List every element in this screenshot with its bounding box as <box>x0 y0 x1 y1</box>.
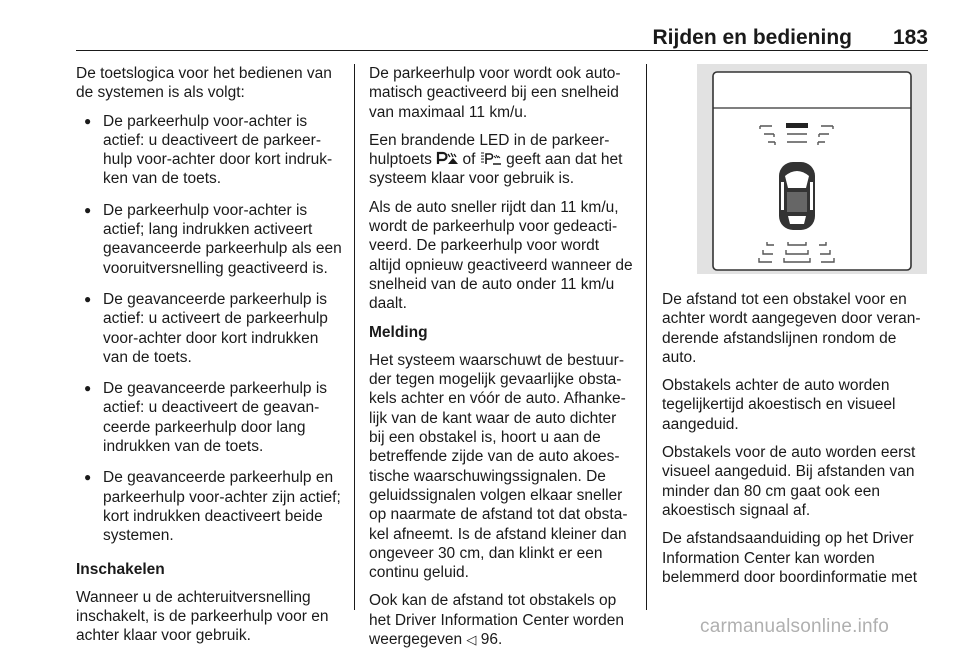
paragraph: De afstand tot een obstakel voor en achter wordt aangegeven door veranderende afstandslijnen rondom de auto. <box>662 291 921 366</box>
paragraph-reference: Ook kan de afstand tot obstakels op het Driver Information Center worden weergegeven ◁ 96. <box>369 592 625 649</box>
paragraph: Obstakels voor de auto worden eerst visueel aangeduid. Bij afstanden van minder dan 80 cm gaat ook een akoestisch signaal af. <box>662 444 916 519</box>
paragraph: De afstandsaanduiding op het Driver Information Center kan worden belemmerd door boordinformatie met <box>662 530 918 586</box>
list-item: ● De parkeerhulp voor-achter is actief; lang indrukken activeert geavanceerde parkeerhulp als een vooruitversnelling geactiveerd is. <box>76 201 342 278</box>
list-item: ● De geavanceerde parkeerhulp is actief: u deactiveert de geavanceerde parkeerhulp door lang indrukken van de toets. <box>76 379 342 456</box>
parking-assist-display-icon <box>697 64 927 274</box>
paragraph: De parkeerhulp voor wordt ook automatisch geactiveerd bij een snelheid van maximaal 11 km/u. <box>369 65 621 121</box>
parking-assist-display-figure <box>697 64 927 274</box>
paragraph: Het systeem waarschuwt de bestuurder tegen mogelijk gevaarlijke obstakels achter en vóór de auto. Afhankelijk van de kant waar de auto dichter bij een obstakel is, hoort u aan de betreffende zijde van de auto akoestische waarschuwingssignalen. De geluidssignalen volgen elkaar sneller op naarmate de afstand tot dat obstakel afneemt. Is de afstand kleiner dan ongeveer 30 cm, dan klinkt er een continu geluid. <box>369 351 628 582</box>
list-item: ● De geavanceerde parkeerhulp en parkeerhulp voor-achter zijn actief; kort indrukken deactiveert beide systemen. <box>76 468 342 545</box>
page-number: 183 <box>892 26 928 49</box>
page-ref-arrow-icon: ◁ <box>466 632 477 648</box>
column-1 <box>76 64 342 655</box>
list-item: ● De geavanceerde parkeerhulp is actief: u activeert de parkeerhulp voor-achter door kort indrukken van de toets. <box>76 290 342 367</box>
paragraph-led: Een brandende LED in de parkeerhulptoets of geeft aan dat het systeem klaar voor gebruik is. <box>369 131 623 188</box>
section-title: Rijden en bediening <box>652 26 852 49</box>
column-divider-right <box>646 64 647 610</box>
paragraph: Obstakels achter de auto worden tegelijkertijd akoestisch en visueel aangeduid. <box>662 377 896 433</box>
column-2 <box>369 64 633 658</box>
paragraph: Als de auto sneller rijdt dan 11 km/u, wordt de parkeerhulp voor gedeactiveerd. De parkeerhulp voor wordt altijd opnieuw geactiveerd wanneer de snelheid van de auto onder 11 km/u daalt. <box>369 198 633 313</box>
section-heading-melding: Melding <box>369 323 428 341</box>
column-divider-left <box>354 64 355 610</box>
parking-sensor-icon <box>480 151 502 166</box>
header-rule <box>76 50 928 51</box>
parking-assist-button-icon <box>436 151 458 166</box>
intro-paragraph: De toetslogica voor het bedienen van de systemen is als volgt: <box>76 65 332 102</box>
watermark: carmanualsonline.info <box>700 616 890 637</box>
column-3 <box>662 290 928 596</box>
page-ref-link[interactable]: 96. <box>480 631 503 649</box>
inschakelen-paragraph: Wanneer u de achteruitversnelling inschakelt, is de parkeerhulp voor en achter klaar voor gebruik. <box>76 588 329 645</box>
list-item: ● De parkeerhulp voor-achter is actief: u deactiveert de parkeerhulp voor-achter door kort indrukken van de toets. <box>76 112 342 189</box>
button-logic-list <box>76 112 342 546</box>
section-heading-inschakelen: Inschakelen <box>76 560 165 578</box>
